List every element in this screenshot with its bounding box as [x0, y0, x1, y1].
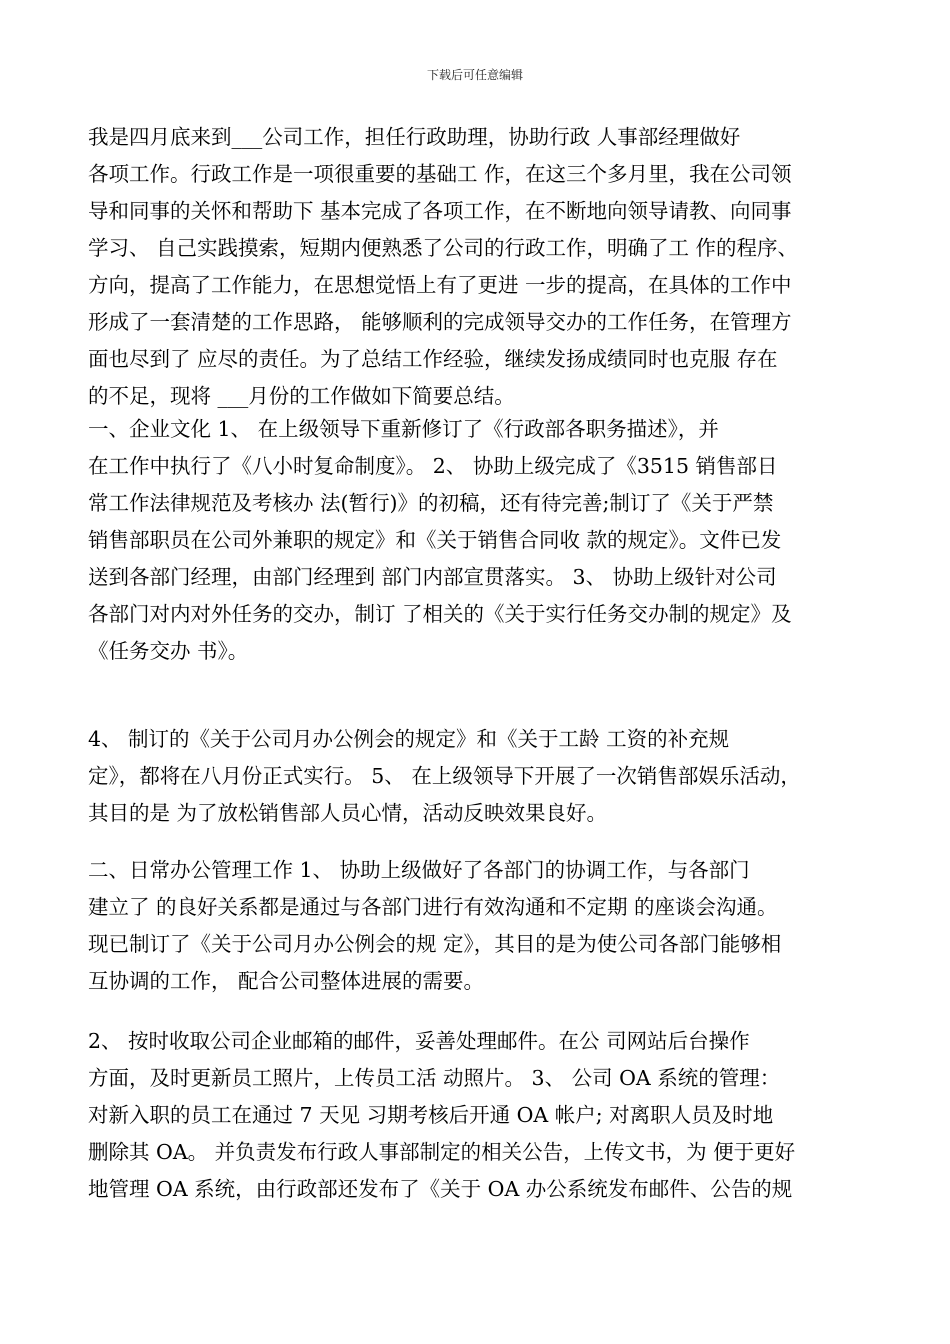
text-line: 方面，及时更新员工照片，上传员工活 动照片。 3、 公司 OA 系统的管理：: [88, 1066, 781, 1090]
text-line: 方向，提高了工作能力，在思想觉悟上有了更进 一步的提高，在具体的工作中: [88, 273, 792, 297]
paragraph-office-management: [88, 852, 878, 1000]
paragraph-intro: [88, 119, 878, 415]
text-line: 互协调的工作， 配合公司整体进展的需要。: [88, 969, 485, 993]
text-line: 各项工作。行政工作是一项很重要的基础工 作，在这三个多月里，我在公司领: [88, 162, 792, 186]
paragraph-corporate-culture: [88, 411, 878, 670]
text-line: 面也尽到了 应尽的责任。为了总结工作经验，继续发扬成绩同时也克服 存在: [88, 347, 778, 371]
text-line: 2、 按时收取公司企业邮箱的邮件，妥善处理邮件。在公 司网站后台操作: [88, 1029, 750, 1053]
text-line: 导和同事的关怀和帮助下 基本完成了各项工作，在不断地向领导请教、向同事: [88, 199, 792, 223]
text-line: 建立了 的良好关系都是通过与各部门进行有效沟通和不定期 的座谈会沟通。: [88, 895, 778, 919]
text-line: 其目的是 为了放松销售部人员心情，活动反映效果良好。: [88, 801, 608, 825]
text-line: 删除其 OA。 并负责发布行政人事部制定的相关公告，上传文书，为 便于更好: [88, 1140, 796, 1164]
text-line: 4、 制订的《关于公司月办公例会的规定》和《关于工龄 工资的补充规: [88, 727, 730, 751]
text-line: 对新入职的员工在通过 7 天见 习期考核后开通 OA 帐户; 对离职人员及时地: [88, 1103, 774, 1127]
text-line: 地管理 OA 系统，由行政部还发布了《关于 OA 办公系统发布邮件、公告的规: [88, 1177, 793, 1201]
text-line: 《任务交办 书》。: [88, 639, 249, 663]
text-line: 的不足，现将 ___月份的工作做如下简要总结。: [88, 384, 515, 408]
text-line: 一、企业文化 1、 在上级领导下重新修订了《行政部各职务描述》，并: [88, 417, 719, 441]
text-line: 定》，都将在八月份正式实行。 5、 在上级领导下开展了一次销售部娱乐活动，: [88, 764, 801, 788]
paragraph-email-oa: [88, 1023, 878, 1208]
text-line: 现已制订了《关于公司月办公例会的规 定》，其目的是为使公司各部门能够相: [88, 932, 782, 956]
text-line: 在工作中执行了《八小时复命制度》。 2、 协助上级完成了《3515 销售部日: [88, 454, 778, 478]
text-line: 常工作法律规范及考核办 法(暂行)》的初稿，还有待完善;制订了《关于严禁: [88, 491, 774, 515]
header-note: 下载后可任意编辑: [426, 68, 523, 82]
text-line: 送到各部门经理，由部门经理到 部门内部宣贯落实。 3、 协助上级针对公司: [88, 565, 777, 589]
text-line: 学习、 自己实践摸索，短期内便熟悉了公司的行政工作，明确了工 作的程序、: [88, 236, 799, 260]
text-line: 形成了一套清楚的工作思路， 能够顺利的完成领导交办的工作任务，在管理方: [88, 310, 792, 334]
paragraph-regulations: [88, 721, 878, 832]
text-line: 我是四月底来到___公司工作，担任行政助理，协助行政 人事部经理做好: [88, 125, 741, 149]
text-line: 二、日常办公管理工作 1、 协助上级做好了各部门的协调工作，与各部门: [88, 858, 750, 882]
text-line: 销售部职员在公司外兼职的规定》和《关于销售合同收 款的规定》。文件已发: [88, 528, 782, 552]
text-line: 各部门对内对外任务的交办，制订 了相关的《关于实行任务交办制的规定》及: [88, 602, 792, 626]
